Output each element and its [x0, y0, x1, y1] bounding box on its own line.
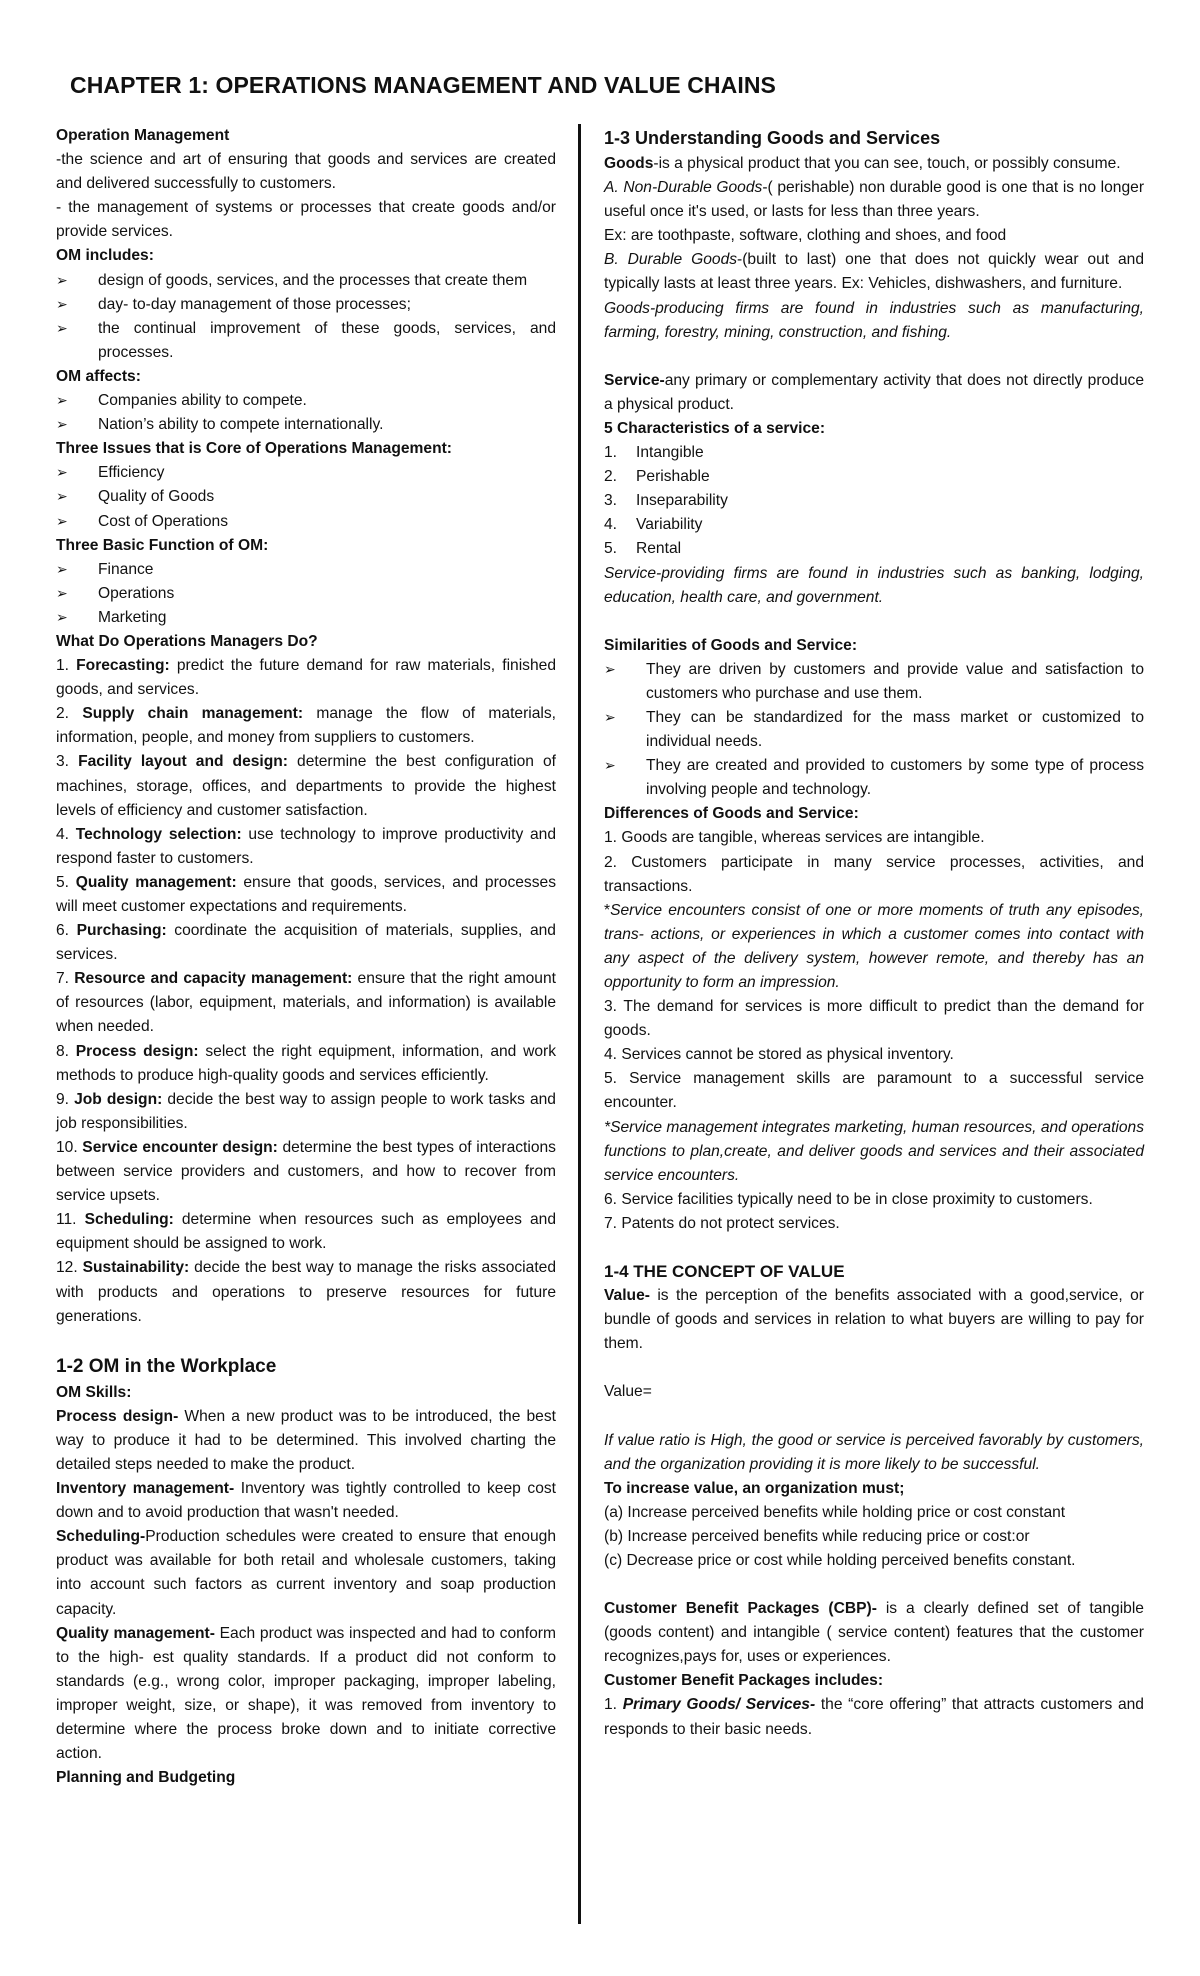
om-affects-heading: OM affects:: [56, 367, 141, 385]
om-heading: Operation Management: [56, 127, 230, 144]
list-item: (b) Increase perceived benefits while reducing price or cost:or: [604, 1527, 1030, 1545]
list-item: ➢ the continual improvement of these goods, services, and processes.: [56, 317, 556, 365]
list-item: 7. Resource and capacity management: ensure that the right amount of resources (labor, equipment, materials, and information) is available when needed.: [56, 970, 556, 1036]
spacer: [604, 610, 1144, 634]
basic-functions-list: [56, 558, 556, 630]
goods-services-heading: 1-3 Understanding Goods and Services: [604, 128, 941, 148]
om-skills-heading: OM Skills:: [56, 1383, 132, 1401]
list-item: 5. Rental: [604, 540, 682, 558]
non-durable-example: Ex: are toothpaste, software, clothing and shoes, and food: [604, 227, 1007, 245]
list-item: ➢ They are created and provided to customers by some type of process involving people and technology.: [604, 754, 1144, 802]
list-item: ➢ Nation’s ability to compete internationally.: [56, 413, 556, 437]
list-item: ➢ day- to-day management of those processes;: [56, 293, 556, 317]
list-item: 3. Facility layout and design: determine the best configuration of machines, storage, offices, and departments to provide the highest levels of efficiency and customer satisfaction.: [56, 753, 556, 819]
difference-note: *Service management integrates marketing, human resources, and operations functions to plan,create, and deliver goods and services and their associated service encounters.: [604, 1118, 1145, 1184]
column-divider: [578, 124, 581, 1924]
core-issues-list: [56, 461, 556, 533]
page-title: CHAPTER 1: OPERATIONS MANAGEMENT AND VALUE CHAINS: [70, 72, 776, 98]
list-item: 2. Perishable: [604, 468, 710, 486]
list-item: ➢ Companies ability to compete.: [56, 389, 556, 413]
skill-item: Process design- When a new product was to be introduced, the best way to produce it had to be determined. This involved charting the detailed steps needed to make the product.: [56, 1407, 556, 1473]
list-item: (c) Decrease price or cost while holding perceived benefits constant.: [604, 1551, 1076, 1569]
service-firms-note: Service-providing firms are found in industries such as banking, lodging, education, health care, and government.: [604, 564, 1144, 606]
goods-definition: Goods-is a physical product that you can see, touch, or possibly consume.: [604, 155, 1121, 172]
value-concept-heading: 1-4 THE CONCEPT OF VALUE: [604, 1262, 845, 1282]
om-includes-list: [56, 269, 556, 365]
skill-item: Inventory management- Inventory was tightly controlled to keep cost down and to avoid production that wasn't needed.: [56, 1480, 556, 1522]
durable-goods: B. Durable Goods-(built to last) one that does not quickly wear out and typically lasts at least three years. Ex: Vehicles, dishwashers, and furniture.: [604, 251, 1144, 293]
spacer: [604, 345, 1144, 369]
spacer: [604, 1236, 1144, 1260]
difference-item: 5. Service management skills are paramount to a successful service encounter.: [604, 1070, 1144, 1112]
list-item: 1. Intangible: [604, 444, 704, 462]
list-item: ➢ They are driven by customers and provide value and satisfaction to customers who purchase and use them.: [604, 658, 1144, 706]
value-equation: Value=: [604, 1383, 652, 1401]
list-item: 1. Forecasting: predict the future demand for raw materials, finished goods, and services.: [56, 657, 556, 699]
om-includes-heading: OM includes:: [56, 247, 154, 265]
list-item: 12. Sustainability: decide the best way to manage the risks associated with products and operations to preserve resources for future generations.: [56, 1259, 556, 1325]
value-ratio-note: If value ratio is High, the good or service is perceived favorably by customers, and the organization providing it is more likely to be successful.: [604, 1431, 1144, 1473]
list-item: ➢ Quality of Goods: [56, 485, 556, 509]
spacer: [604, 1573, 1144, 1597]
list-item: ➢ Finance: [56, 558, 556, 582]
list-item: 4. Variability: [604, 516, 703, 534]
list-item: 5. Quality management: ensure that goods, services, and processes will meet customer expectations and requirements.: [56, 873, 556, 915]
spacer: [604, 1405, 1144, 1429]
om-definition-2: - the management of systems or processes that create goods and/or provide services.: [56, 199, 556, 241]
core-issues-heading: Three Issues that is Core of Operations Management:: [56, 440, 452, 458]
goods-firms-note: Goods-producing firms are found in industries such as manufacturing, farming, forestry, mining, construction, and fishing.: [604, 299, 1144, 341]
service-definition: Service-any primary or complementary activity that does not directly produce a physical product.: [604, 371, 1144, 413]
workplace-heading: 1-2 OM in the Workplace: [56, 1355, 277, 1377]
differences-heading: Differences of Goods and Service:: [604, 805, 859, 823]
non-durable-goods: A. Non-Durable Goods-( perishable) non durable good is one that is no longer useful once it's used, or lasts for less than three years.: [604, 179, 1145, 221]
planning-heading: Planning and Budgeting: [56, 1769, 236, 1787]
left-column: [56, 124, 556, 1790]
difference-item: 1. Goods are tangible, whereas services are intangible.: [604, 829, 985, 847]
difference-item: 4. Services cannot be stored as physical inventory.: [604, 1046, 954, 1064]
similarities-list: [604, 658, 1144, 803]
skill-item: Quality management- Each product was inspected and had to conform to the high- est quality standards. If a product did not conform to standards (e.g., wrong color, improper packaging, improper labeling, improper weight, size, or shape), it was removed from inventory to determine where the process broke down and to initiate corrective action.: [56, 1624, 556, 1763]
list-item: 3. Inseparability: [604, 492, 728, 510]
list-item: 8. Process design: select the right equipment, information, and work methods to produce high-quality goods and services efficiently.: [56, 1042, 556, 1084]
managers-heading: What Do Operations Managers Do?: [56, 632, 318, 650]
increase-value-heading: To increase value, an organization must;: [604, 1479, 905, 1497]
list-item: ➢ Operations: [56, 582, 556, 606]
list-item: ➢ design of goods, services, and the processes that create them: [56, 269, 556, 293]
list-item: 6. Purchasing: coordinate the acquisition of materials, supplies, and services.: [56, 922, 556, 964]
list-item: (a) Increase perceived benefits while holding price or cost constant: [604, 1503, 1066, 1521]
similarities-heading: Similarities of Goods and Service:: [604, 636, 858, 654]
list-item: 11. Scheduling: determine when resources such as employees and equipment should be assigned to work.: [56, 1211, 556, 1253]
list-item: 10. Service encounter design: determine the best types of interactions between service providers and customers, and how to recover from service upsets.: [56, 1138, 556, 1205]
service-characteristics-heading: 5 Characteristics of a service:: [604, 419, 826, 437]
list-item: ➢ Marketing: [56, 606, 556, 630]
difference-item: 6. Service facilities typically need to be in close proximity to customers.: [604, 1190, 1093, 1208]
skill-item: Scheduling-Production schedules were created to ensure that enough product was available for both retail and wholesale customers, taking into account such factors as current inventory and soap production capacity.: [56, 1528, 556, 1618]
cbp-item: 1. Primary Goods/ Services- the “core offering” that attracts customers and responds to their basic needs.: [604, 1696, 1144, 1738]
managers-list: [56, 654, 556, 1329]
spacer: [604, 1356, 1144, 1380]
list-item: 4. Technology selection: use technology to improve productivity and respond faster to customers.: [56, 825, 556, 867]
list-item: ➢ They can be standardized for the mass market or customized to individual needs.: [604, 706, 1144, 754]
list-item: 2. Supply chain management: manage the flow of materials, information, people, and money from suppliers to customers.: [56, 705, 556, 747]
om-definition-1: -the science and art of ensuring that goods and services are created and delivered successfully to customers.: [56, 151, 556, 193]
difference-note: *Service encounters consist of one or more moments of truth any episodes, trans- actions, or experiences in which a customer comes into contact with any aspect of the delivery system, however remote, and thereby has an opportunity to form an impression.: [604, 901, 1144, 991]
cbp-definition: Customer Benefit Packages (CBP)- is a clearly defined set of tangible (goods content) and intangible ( service content) features that the customer recognizes,pays for, uses or experiences.: [604, 1600, 1144, 1666]
spacer: [56, 1329, 556, 1353]
list-item: 9. Job design: decide the best way to assign people to work tasks and job responsibilities.: [56, 1090, 556, 1132]
difference-item: 7. Patents do not protect services.: [604, 1214, 840, 1232]
difference-item: 3. The demand for services is more difficult to predict than the demand for goods.: [604, 998, 1144, 1040]
service-characteristics-list: [604, 441, 1144, 561]
list-item: ➢ Efficiency: [56, 461, 556, 485]
list-item: ➢ Cost of Operations: [56, 510, 556, 534]
value-definition: Value- is the perception of the benefits associated with a good,service, or bundle of goods and services in relation to what buyers are willing to pay for them.: [604, 1287, 1144, 1353]
om-affects-list: [56, 389, 556, 437]
right-column: [604, 124, 1144, 1742]
basic-functions-heading: Three Basic Function of OM:: [56, 536, 269, 554]
cbp-includes-heading: Customer Benefit Packages includes:: [604, 1672, 884, 1690]
difference-item: 2. Customers participate in many service processes, activities, and transactions.: [604, 853, 1144, 895]
